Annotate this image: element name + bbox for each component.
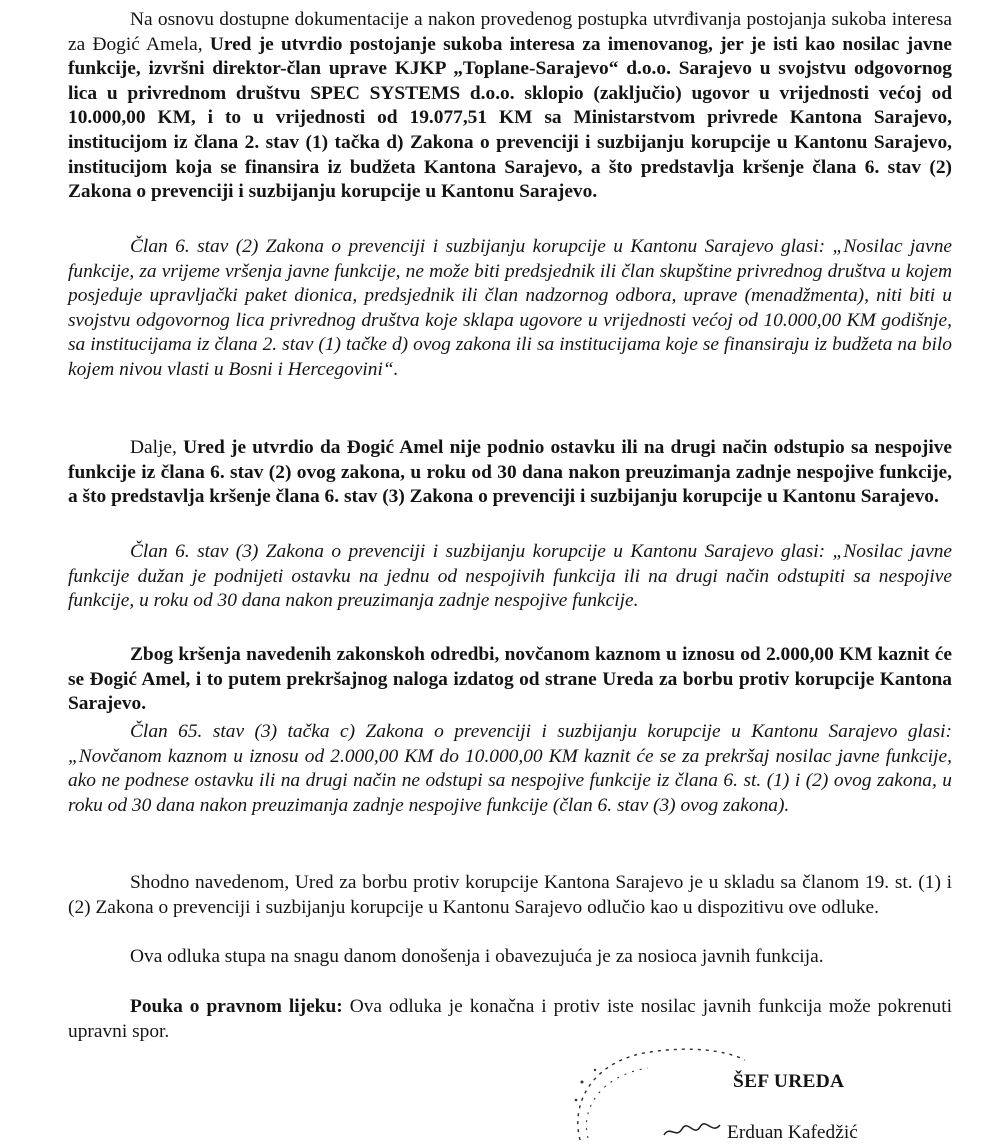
- paragraph-conflict-finding: [68, 8, 952, 205]
- paragraph-resignation-finding: [68, 436, 952, 510]
- paragraph-article-65-quote: [68, 720, 952, 818]
- text-segment: Ova odluka stupa na snagu danom donošenja i obavezujuća je za nosioca javnih funkcija.: [130, 946, 824, 967]
- paragraph-legal-remedy: [68, 995, 952, 1044]
- text-segment-bold: Ured je utvrdio da Đogić Amel nije podnio ostavku ili na drugi način odstupio sa nespojive funkcije iz člana 6. stav (2) ovog zakona, u roku od 30 dana nakon preuzimanja zadnje nespojive funkcije, a što predstavlja kršenje člana 6. stav (3) Zakona o prevenciji i suzbijanju korupcije u Kantonu Sarajevo.: [68, 437, 953, 508]
- text-segment-bold: Zbog kršenja navedenih zakonskoh odredbi, novčanom kaznom u iznosu od 2.000,00 KM kaznit će se Đogić Amel, i to putem prekršajnog naloga izdatog od strane Ureda za borbu protiv korupcije Kantona Sarajevo.: [68, 644, 952, 715]
- paragraph-article-6-3-quote: [68, 540, 952, 614]
- paragraph-article-6-2-quote: [68, 235, 952, 383]
- text-segment: Ova odluka je konačna i protiv iste nosilac javnih funkcija može pokrenuti upravni spor.: [68, 996, 952, 1042]
- handwritten-signature-icon: [660, 1115, 730, 1143]
- text-segment: Dalje,: [130, 437, 184, 458]
- text-segment: Shodno navedenom, Ured za borbu protiv korupcije Kantona Sarajevo je u skladu sa članom 19. st. (1) i (2) Zakona o prevenciji i suzbijanju korupcije u Kantonu Sarajevo odlučio kao u dispozitivu ove odluke.: [68, 872, 952, 918]
- text-segment: Na osnovu dostupne dokumentacije a nakon provedenog postupka utvrđivanja postojanja sukoba interesa za Đogić Amela,: [68, 9, 952, 55]
- signatory-name: Erduan Kafedžić: [727, 1122, 858, 1143]
- text-segment: Član 6. stav (2) Zakona o prevenciji i suzbijanju korupcije u Kantonu Sarajevo glasi: „Nosilac javne funkcije, za vrijeme vršenja javne funkcije, ne može biti predsjednik ili član skupštine privrednog društva u kojem posjeduje upravljački paket dionica, predsjednik ili član nadzornog odbora, uprave (menadžmenta), niti biti u svojstvu odgovornog lica privrednog društva koje sklapa ugovore u vrijednosti većoj od 10.000,00 KM godišnje, sa institucijama iz člana 2. stav (1) tačke d) ovog zakona ili sa institucijama koje se finansiraju iz budžeta na bilo kojem nivou vlasti u Bosni i Hercegovini“.: [68, 236, 952, 380]
- text-segment-bold: Ured je utvrdio postojanje sukoba interesa za imenovanog, jer je isti kao nosilac javne funkcije, izvršni direktor-član uprave KJKP „Toplane-Sarajevo“ d.o.o. Sarajevo u svojstvu odgovornog lica u privrednom društvu SPEC SYSTEMS d.o.o. sklopio (zaključio) ugovor u vrijednosti većoj od 10.000,00 KM, i to u vrijednosti od 19.077,51 KM sa Ministarstvom privrede Kantona Sarajevo, institucijom iz člana 2. stav (1) tačka d) Zakona o prevenciji i suzbijanju korupcije u Kantonu Sarajevo, institucijom koja se finansira iz budžeta Kantona Sarajevo, a što predstavlja kršenje člana 6. stav (2) Zakona o prevenciji i suzbijanju korupcije u Kantonu Sarajevo.: [68, 33, 952, 203]
- paragraph-decision-basis: [68, 871, 952, 920]
- signature-title: ŠEF UREDA: [733, 1071, 845, 1092]
- text-segment: Član 6. stav (3) Zakona o prevenciji i suzbijanju korupcije u Kantonu Sarajevo glasi: „Nosilac javne funkcije dužan je podnijeti ostavku na jednu od nespojivih funkcija ili na drugi način odstupiti sa nespojive funkcije, u roku od 30 dana nakon preuzimanja zadnje nespojive funkcije.: [68, 541, 952, 612]
- legal-remedy-heading: Pouka o pravnom lijeku:: [130, 996, 343, 1017]
- paragraph-fine: [68, 643, 952, 717]
- text-segment: Član 65. stav (3) tačka c) Zakona o prevenciji i suzbijanju korupcije u Kantonu Sarajevo glasi: „Novčanom kaznom u iznosu od 2.000,00 KM do 10.000,00 KM kaznit će se za prekršaj nosilac javne funkcije, ako ne podnese ostavku ili na drugi način ne odstupi sa nespojive funkcije iz člana 6. st. (1) i (2) ovog zakona, u roku od 30 dana nakon preuzimanja zadnje nespojive funkcije (član 6. stav (3) ovog zakona).: [68, 721, 952, 816]
- paragraph-entry-into-force: [68, 945, 952, 970]
